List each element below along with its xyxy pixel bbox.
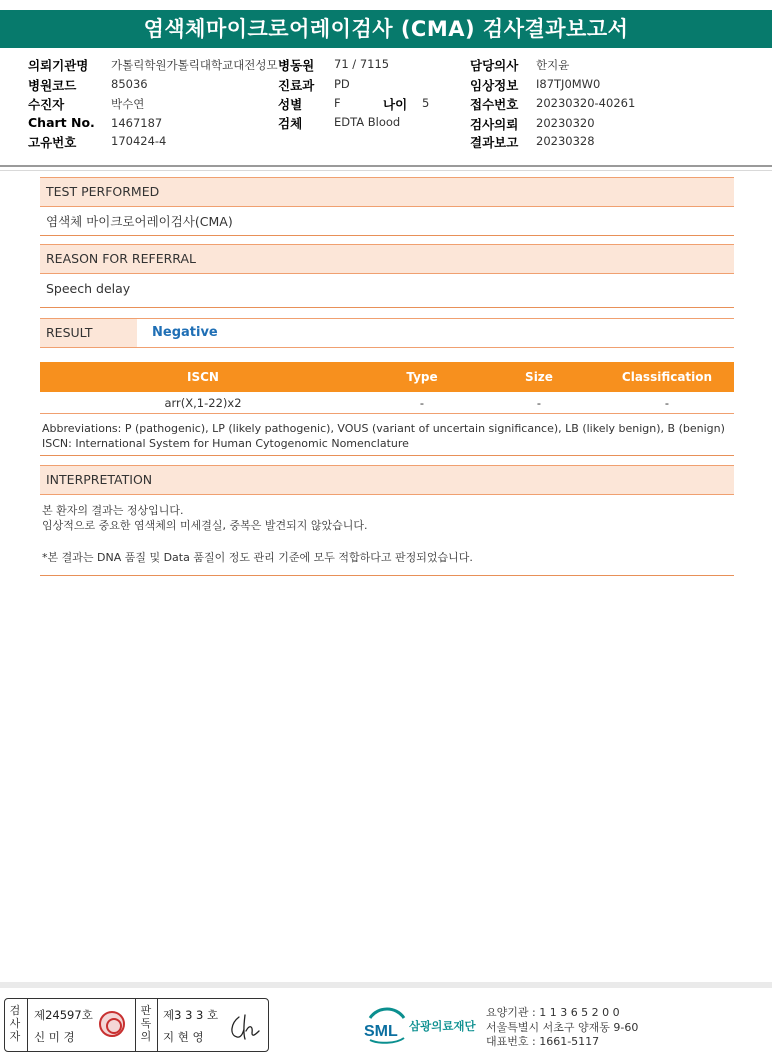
section-divider xyxy=(40,575,734,576)
result-row xyxy=(40,318,734,348)
header-classification: Classification xyxy=(621,370,713,384)
report-date-label: 결과보고 xyxy=(470,135,519,150)
signature-divider xyxy=(135,999,136,1051)
header-iscn: ISCN xyxy=(187,370,219,384)
reviewer-name: 지 현 영 xyxy=(163,1030,204,1044)
org-name: 삼광의료재단 xyxy=(409,1019,476,1033)
age-value: 5 xyxy=(422,96,430,110)
reason-heading: REASON FOR REFERRAL xyxy=(40,244,734,274)
examiner-seal-icon xyxy=(99,1011,125,1037)
request-date-value: 20230320 xyxy=(536,116,595,130)
test-performed-value: 염색체 마이크로어레이검사(CMA) xyxy=(46,214,233,229)
patient-info xyxy=(0,56,772,166)
header-size: Size xyxy=(525,370,553,384)
iscn-definition: ISCN: International System for Human Cytogenomic Nomenclature xyxy=(42,437,409,450)
receipt-no-value: 20230320-40261 xyxy=(536,96,636,110)
doctor-label: 담당의사 xyxy=(470,58,519,73)
interpretation-line: 임상적으로 중요한 염색체의 미세결실, 중복은 발견되지 않았습니다. xyxy=(42,519,368,532)
section-divider xyxy=(40,235,734,236)
age-label: 나이 xyxy=(383,97,408,112)
chart-no-value: 1467187 xyxy=(111,116,163,130)
ward-label: 병동원 xyxy=(278,58,315,73)
cell-iscn: arr(X,1-22)x2 xyxy=(164,396,242,410)
unique-no-value: 170424-4 xyxy=(111,134,167,148)
cell-classification: - xyxy=(664,396,670,410)
clinical-info-value: I87TJ0MW0 xyxy=(536,77,601,91)
examiner-name: 신 미 경 xyxy=(34,1030,75,1044)
examinee-value: 박수연 xyxy=(111,97,145,111)
interpretation-line: 본 환자의 결과는 정상입니다. xyxy=(42,504,184,517)
result-value: Negative xyxy=(152,325,218,340)
hospital-code-value: 85036 xyxy=(111,77,148,91)
org-phone: 대표번호 : 1661-5117 xyxy=(486,1035,600,1048)
request-date-label: 검사의뢰 xyxy=(470,117,519,132)
examiner-license: 제24597호 xyxy=(34,1008,93,1022)
report-date-value: 20230328 xyxy=(536,134,595,148)
signature-divider xyxy=(27,999,28,1051)
abbreviations-line: Abbreviations: P (pathogenic), LP (likely pathogenic), VOUS (variant of uncertain significance), LB (likely benign), B (benign) xyxy=(42,422,725,435)
hospital-code-label: 병원코드 xyxy=(28,78,77,93)
department-value: PD xyxy=(334,77,350,91)
sml-logo-text: SML xyxy=(364,1023,398,1040)
cell-size: - xyxy=(536,396,542,410)
institution-label: 의뢰기관명 xyxy=(28,58,89,73)
info-divider xyxy=(0,165,772,167)
reviewer-signature-icon xyxy=(227,1013,261,1041)
cell-type: - xyxy=(419,396,425,410)
org-address: 서울특별시 서초구 양재동 9-60 xyxy=(486,1020,639,1034)
interpretation-heading: INTERPRETATION xyxy=(40,465,734,495)
specimen-value: EDTA Blood xyxy=(334,115,401,129)
reviewer-label: 판독의 xyxy=(140,1004,152,1043)
ward-value: 71 / 7115 xyxy=(334,57,390,71)
doctor-value: 한지윤 xyxy=(536,58,570,72)
interpretation-note: *본 결과는 DNA 품질 및 Data 품질이 정도 관리 기준에 모두 적합하다고 판정되었습니다. xyxy=(42,551,473,564)
variant-table-header xyxy=(40,362,734,392)
org-code: 요양기관 : 1 1 3 6 5 2 0 0 xyxy=(486,1006,620,1019)
sml-logo-icon xyxy=(364,1004,408,1044)
signature-divider xyxy=(157,999,158,1051)
sex-value: F xyxy=(334,96,341,110)
department-label: 진료과 xyxy=(278,78,315,93)
abbreviations xyxy=(42,421,725,451)
clinical-info-label: 임상정보 xyxy=(470,78,519,93)
table-row xyxy=(40,392,734,414)
test-performed-heading: TEST PERFORMED xyxy=(40,177,734,207)
section-divider xyxy=(40,307,734,308)
examinee-label: 수진자 xyxy=(28,97,65,112)
examiner-label: 검사자 xyxy=(9,1004,21,1043)
sex-label: 성별 xyxy=(278,97,303,112)
reviewer-license: 제3 3 3 호 xyxy=(163,1008,219,1022)
info-divider-light xyxy=(0,170,772,171)
specimen-label: 검체 xyxy=(278,116,303,131)
report-title: 염색체마이크로어레이검사 (CMA) 검사결과보고서 xyxy=(0,10,772,48)
section-divider xyxy=(40,455,734,456)
org-info xyxy=(486,1006,638,1050)
reason-value: Speech delay xyxy=(46,281,131,296)
receipt-no-label: 접수번호 xyxy=(470,97,519,112)
institution-value: 가톨릭학원가톨릭대학교대전성모 xyxy=(111,58,278,72)
result-label: RESULT xyxy=(40,319,137,347)
unique-no-label: 고유번호 xyxy=(28,135,77,150)
chart-no-label: Chart No. xyxy=(28,115,95,130)
signature-box xyxy=(4,998,269,1052)
header-type: Type xyxy=(406,370,438,384)
footer-divider xyxy=(0,982,772,988)
